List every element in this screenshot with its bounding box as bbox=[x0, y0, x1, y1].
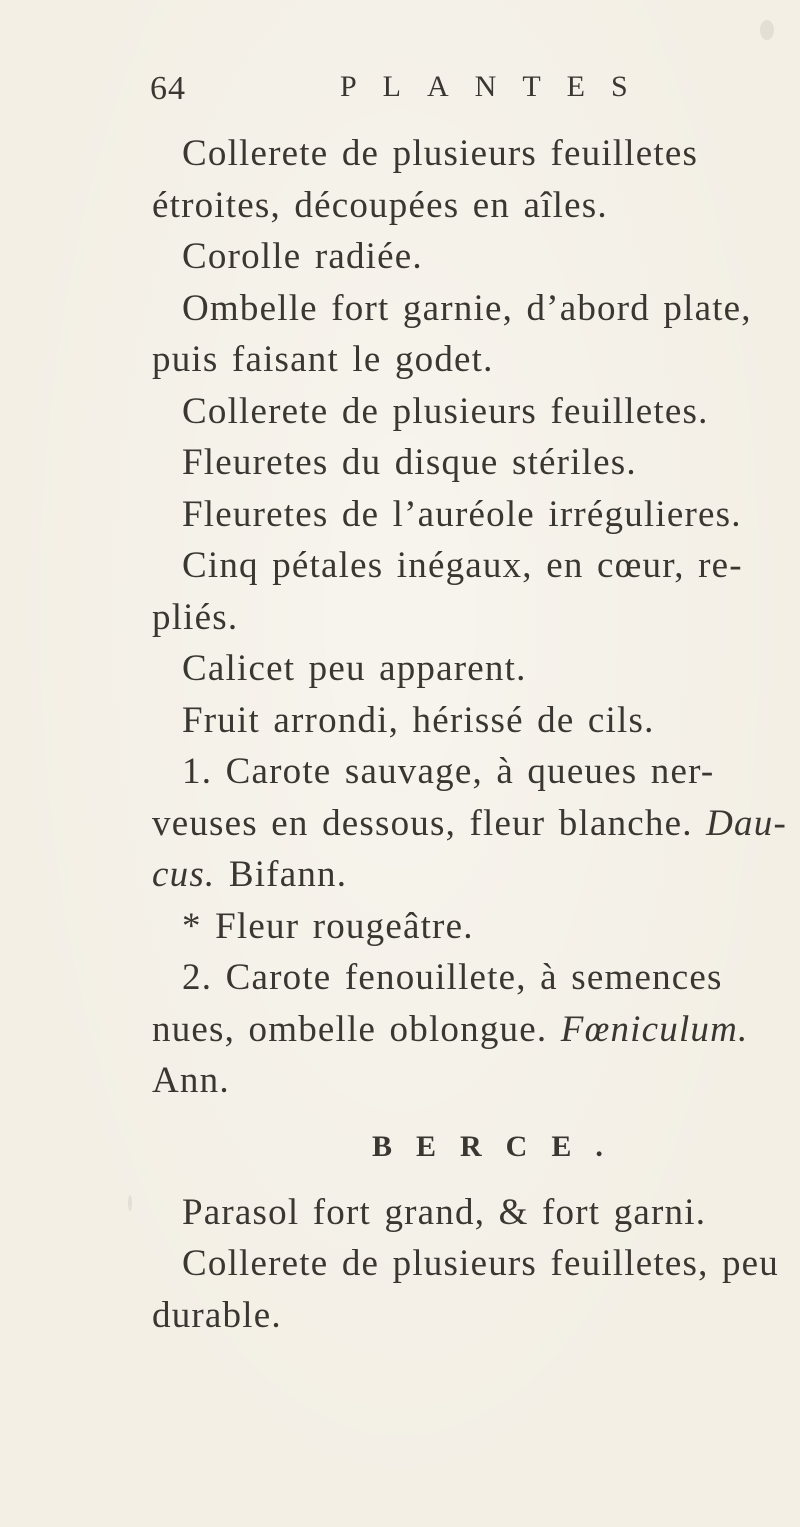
text-line: Collerete de plusieurs feuilletes, peu bbox=[182, 1243, 780, 1284]
text-line: Parasol fort grand, & fort garni. bbox=[182, 1191, 707, 1233]
text-line bbox=[152, 849, 792, 901]
text-line: Calicet peu apparent. bbox=[182, 648, 527, 689]
text-span: nues, ombelle oblongue. bbox=[152, 1008, 548, 1050]
latin-name: Dau- bbox=[706, 802, 787, 844]
text-line bbox=[152, 798, 792, 850]
text-span: Bifann. bbox=[228, 854, 348, 895]
text-line: puis faisant le godet. bbox=[152, 339, 494, 380]
text-line: Fruit arrondi, hérissé de cils. bbox=[182, 699, 655, 741]
text-line bbox=[152, 1004, 792, 1056]
text-line: pliés. bbox=[152, 596, 239, 638]
latin-name: Fœniculum. bbox=[560, 1008, 749, 1050]
text-line: 2. Carote fenouillete, à semences bbox=[182, 957, 723, 998]
paper-stain bbox=[128, 1195, 132, 1211]
text-line: Ombelle fort garnie, d’abord plate, bbox=[182, 287, 752, 329]
latin-name: cus. bbox=[152, 854, 216, 895]
text-line: * Fleur rougeâtre. bbox=[182, 905, 474, 947]
section-heading: BERCE. bbox=[372, 1129, 627, 1163]
text-line: Collerete de plusieurs feuilletes. bbox=[182, 390, 709, 432]
paper-stain bbox=[760, 20, 774, 40]
body-text bbox=[152, 128, 792, 1341]
page-header bbox=[150, 70, 790, 120]
text-line: Ann. bbox=[152, 1060, 230, 1101]
text-line: 1. Carote sauvage, à queues ner- bbox=[182, 751, 715, 792]
running-title: PLANTES bbox=[340, 70, 654, 103]
text-line: Corolle radiée. bbox=[182, 236, 423, 277]
text-span: veuses en dessous, fleur blanche. bbox=[152, 802, 693, 844]
text-line: Fleuretes de l’auréole irrégulieres. bbox=[182, 493, 742, 535]
text-line: durable. bbox=[152, 1294, 282, 1336]
text-line: Collerete de plusieurs feuilletes bbox=[182, 133, 699, 174]
page-number: 64 bbox=[150, 70, 186, 107]
text-line: étroites, découpées en aîles. bbox=[152, 184, 608, 226]
text-line: Cinq pétales inégaux, en cœur, re- bbox=[182, 545, 743, 586]
text-line: Fleuretes du disque stériles. bbox=[182, 442, 637, 483]
